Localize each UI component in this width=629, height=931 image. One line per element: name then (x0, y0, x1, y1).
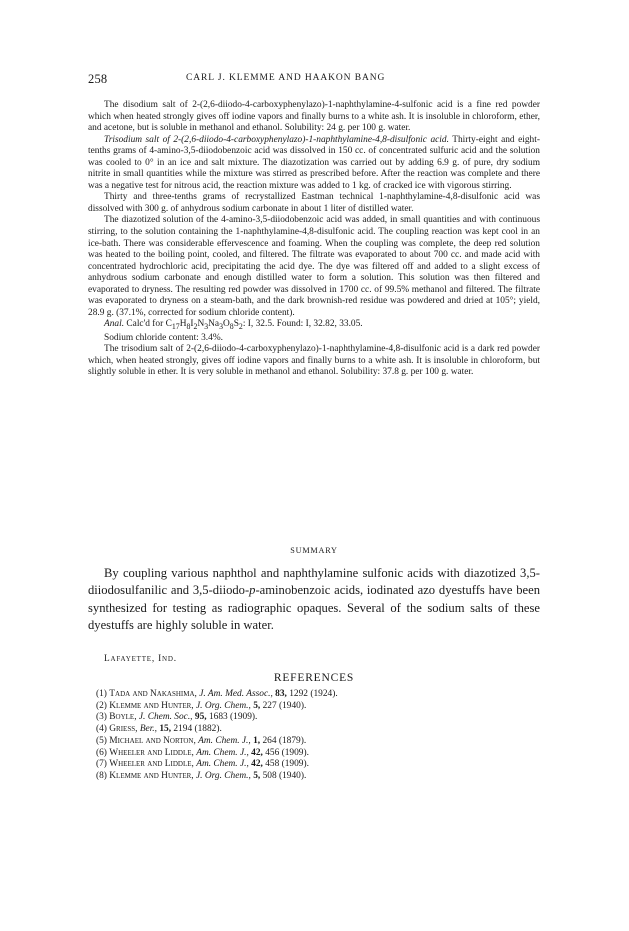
reference-journal: J. Am. Med. Assoc., (199, 689, 273, 699)
reference-pages-year: 227 (1940). (260, 700, 307, 711)
reference-volume: 42, (251, 747, 263, 758)
reference-volume: 5, (253, 700, 261, 711)
reference-journal: Am. Chem. J., (198, 735, 251, 746)
paragraph-naphthylamine-solution: Thirty and three-tenths grams of recrystallized Eastman technical 1-naphthylamine-4,8-disulfonic acid was dissolved with 300 g. of anhydrous sodium carbonate in about 1 liter of distilled water. (88, 192, 540, 214)
reference-pages-year: 1292 (1924). (286, 689, 338, 699)
reference-pages-year: 1683 (1909). (206, 712, 258, 723)
reference-authors: Michael and Norton, (109, 735, 196, 746)
preparation-text: Thirty-eight and eight-tenths grams of 4-amino-3,5-diiodobenzoic acid was dissolved in 150 cc. of concentrated sulfuric acid and the solution was cooled to 0° in an ice and salt mixture. The diazotization was carried out by adding 6.9 g. of pure, dry sodium nitrite in small quantities while the mixture was stirred as prescribed before. After the reaction was complete and there was a negative test for nitrous acid, the reaction mixture was added to 1 kg. of cracked ice with vigorous stirring. (88, 134, 540, 191)
reference-number: (5) (96, 735, 107, 746)
summary-heading: SUMMARY (290, 546, 338, 555)
compound-title: Trisodium salt of 2-(2,6-diiodo-4-carboxyphenylazo)-1-naphthylamine-4,8-disulfonic acid. (104, 134, 449, 145)
reference-journal: J. Chem. Soc., (138, 712, 193, 723)
reference-journal: Ber., (139, 724, 157, 735)
reference-pages-year: 508 (1940). (260, 770, 307, 781)
reference-journal: Am. Chem. J., (196, 759, 249, 770)
reference-authors: Wheeler and Liddle, (109, 747, 194, 758)
reference-item (96, 748, 526, 760)
paragraph-coupling: The diazotized solution of the 4-amino-3,5-diiodobenzoic acid was added, in small quantities and with continuous stirring, to the solution containing the 1-naphthylamine-4,8-disulfonic acid. The coupling reaction was kept cool in an ice-bath. There was considerable effervescence and foaming. When the coupling was complete, the deep red solution was heated to the boiling point, cooled, and filtered. The filtrate was evaporated to about 700 cc. and made acid with concentrated hydrochloric acid, precipitating the acid dye. The dye was filtered off and added to a slight excess of anhydrous sodium carbonate and enough distilled water to form a solution. This solution was then filtered and evaporated to dryness. The resulting red powder was dissolved in 1700 cc. of 99.5% methanol and filtered. The filtrate was evaporated to dryness on a steam-bath, and the dark brownish-red residue was powdered and dried at 105°; yield, 28.9 g. (37.1%, corrected for sodium chloride content). (88, 215, 540, 318)
reference-authors: Wheeler and Liddle, (109, 759, 194, 770)
reference-item (96, 712, 526, 724)
reference-list (96, 689, 526, 783)
running-head: CARL J. KLEMME AND HAAKON BANG (186, 73, 386, 83)
reference-journal: J. Org. Chem., (195, 700, 251, 711)
reference-item (96, 724, 526, 736)
molecular-formula: $C_{17}H_8I_2N_3Na_3O_8S_2$ (165, 319, 243, 332)
reference-authors: Klemme and Hunter, (109, 770, 194, 781)
experimental-text-block (88, 100, 540, 379)
paragraph-trisodium-preparation (88, 135, 540, 193)
reference-item (96, 759, 526, 771)
analysis-calc-label: Calc'd for (126, 319, 164, 330)
reference-journal: Am. Chem. J., (196, 747, 249, 758)
reference-item (96, 689, 526, 701)
reference-volume: 42, (251, 759, 263, 770)
reference-number: (2) (96, 700, 107, 711)
summary-text: By coupling various naphthol and naphthylamine sulfonic acids with diazotized 3,5-diiodosulfanilic and 3,5-diiodo-p-aminobenzoic acids, iodinated azo dyestuffs have been synthesized for testing as radiographic opaques. Several of the sodium salts of these dyestuffs are highly soluble in water. (88, 566, 540, 633)
author-location: Lafayette, Ind. (104, 654, 177, 664)
reference-authors: Klemme and Hunter, (109, 700, 194, 711)
analysis-values: : I, 32.5. Found: I, 32.82, 33.05. (242, 319, 363, 330)
references-heading: REFERENCES (273, 672, 355, 684)
reference-number: (3) (96, 712, 107, 723)
reference-number: (1) (96, 689, 107, 699)
reference-number: (4) (96, 724, 107, 735)
analysis-label: Anal. (104, 319, 125, 330)
reference-volume: 5, (253, 770, 261, 781)
page-number: 258 (88, 72, 108, 86)
reference-number: (7) (96, 759, 107, 770)
reference-pages-year: 458 (1909). (262, 759, 309, 770)
sodium-chloride-content: Sodium chloride content: 3.4%. (104, 332, 223, 343)
reference-item (96, 771, 526, 783)
analysis-line (88, 319, 540, 332)
reference-item (96, 736, 526, 748)
reference-pages-year: 456 (1909). (262, 747, 309, 758)
reference-number: (8) (96, 770, 107, 781)
reference-authors: Boyle, (109, 712, 137, 723)
reference-pages-year: 2194 (1882). (171, 724, 222, 735)
reference-volume: 15, (159, 724, 172, 735)
paragraph-disodium-salt: The disodium salt of 2-(2,6-diiodo-4-carboxyphenylazo)-1-naphthylamine-4-sulfonic acid is a fine red powder which when heated strongly gives off iodine vapors and finally burns to a white ash. It is insoluble in chloroform, ether, and acetone, but is soluble in methanol and ethanol. Solubility: 24 g. per 100 g. water. (88, 100, 540, 134)
reference-number: (6) (96, 747, 107, 758)
page-header (88, 72, 540, 86)
reference-volume: 83, (275, 689, 287, 699)
reference-pages-year: 264 (1879). (260, 735, 307, 746)
reference-volume: 95, (194, 712, 207, 723)
paragraph-trisodium-properties: The trisodium salt of 2-(2,6-diiodo-4-carboxyphenylazo)-1-naphthylamine-4,8-disulfonic acid is a dark red powder which, when heated strongly, gives off iodine vapors and finally burns to a white ash. It is insoluble in chloroform, but slightly soluble in ether. It is very soluble in methanol and ethanol. Solubility: 37.8 g. per 100 g. water. (88, 344, 540, 378)
reference-authors: Tada and Nakashima, (109, 689, 197, 699)
reference-journal: J. Org. Chem., (195, 770, 251, 781)
reference-item (96, 701, 526, 713)
reference-authors: Griess, (109, 724, 138, 735)
reference-volume: 1, (253, 735, 261, 746)
